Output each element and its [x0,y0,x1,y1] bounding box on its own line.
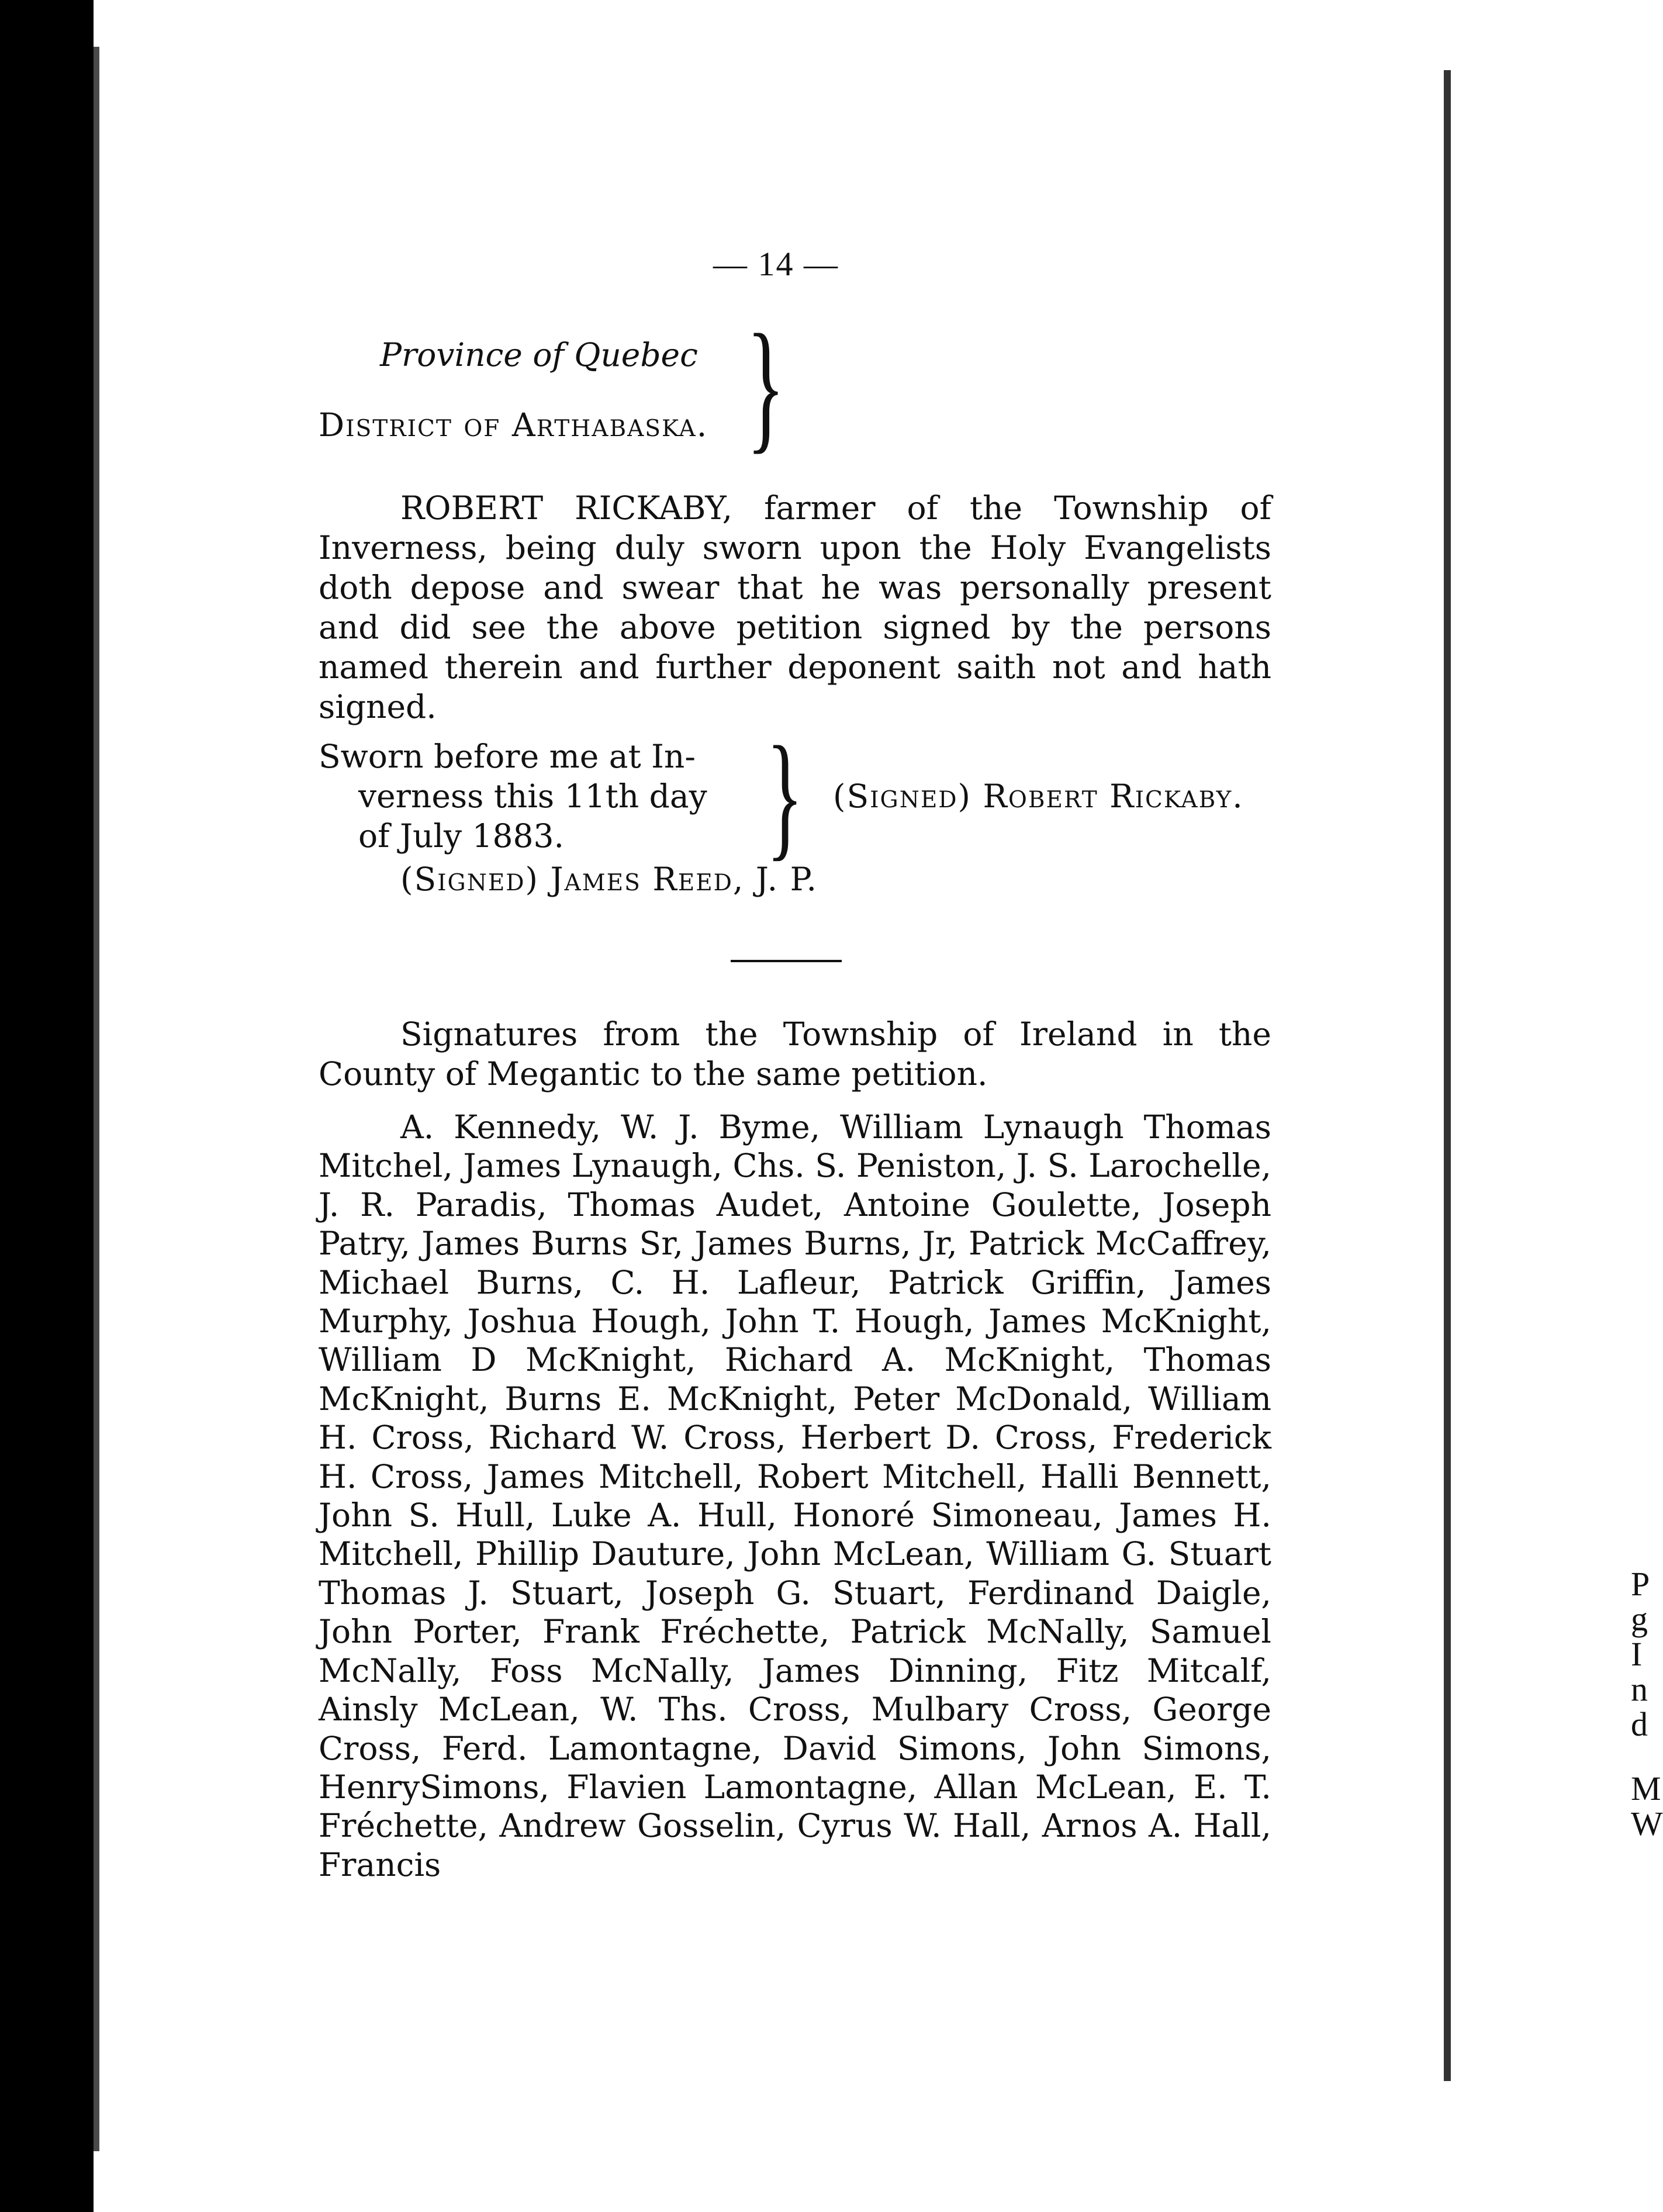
jurat-line: Sworn before me at In- [319,738,696,775]
scan-left-edge [0,0,94,2212]
venue-block [319,305,785,466]
fragment-letter: I [1631,1635,1643,1673]
fragment-gap [1631,1742,1654,1771]
fragment-letter: P [1631,1565,1650,1603]
venue-district: District of Arthabaska. [319,406,708,444]
fragment-letter: d [1631,1705,1648,1743]
jurat-line: verness this 11th day [358,777,707,815]
signatures-list: A. Kennedy, W. J. Byme, William Lynaugh Thomas Mitchel, James Lynaugh, Chs. S. Peniston, J. S. Larochelle, J. R. Paradis, Thomas Audet, Antoine Goulette, Joseph Patry, James Burns Sr, James Burns, Jr, Patrick McCaffrey, Michael Burns, C. H. Lafleur, Patrick Griffin, James Murphy, Joshua Hough, John T. Hough, James McKnight, William D McKnight, Richard A. McKnight, Thomas McKnight, Burns E. McKnight, Peter McDonald, William H. Cross, Richard W. Cross, Herbert D. Cross, Frederick H. Cross, James Mitchell, Robert Mitchell, Halli Bennett, John S. Hull, Luke A. Hull, Honoré Simoneau, James H. Mitchell, Phillip Dauture, John McLean, William G. Stuart Thomas J. Stuart, Joseph G. Stuart, Ferdinand Daigle, John Porter, Frank Fréchette, Patrick McNally, Samuel McNally, Foss McNally, James Dinning, Fitz Mitcalf, Ainsly McLean, W. Ths. Cross, Mulbary Cross, George Cross, Ferd. Lamontagne, David Simons, John Simons, HenrySimons, Flavien Lamontagne, Allan McLean, E. T. Fréchette, Andrew Gosselin, Cyrus W. Hall, Arnos A. Hall, Francis [319,1108,1271,1883]
jurat-block [319,717,1271,924]
fragment-letter: W [1631,1805,1663,1843]
facing-page [1451,0,1651,2212]
facing-page-fragments [1631,1565,1663,1843]
page-gutter [1444,70,1451,2081]
justice-signature: (Signed) James Reed, J. P. [400,860,818,898]
jurat-text [319,737,751,856]
page-binding-edge [94,47,99,2151]
deponent-signature: (Signed) Robert Rickaby. [833,777,1244,815]
affidavit-paragraph: ROBERT RICKABY, farmer of the Township of Inverness, being duly sworn upon the Holy Evangelists doth depose and swear that he was personally present and did see the above petition signed by the persons named therein and further deponent saith not and hath signed. [319,489,1271,725]
section-divider [731,960,842,962]
curly-brace-icon: } [766,717,804,873]
fragment-letter: M [1631,1769,1661,1807]
venue-province: Province of Quebec [380,336,698,374]
jurat-line: of July 1883. [358,817,565,855]
fragment-letter: g [1631,1600,1648,1638]
signatures-heading: Signatures from the Township of Ireland in the County of Megantic to the same petition. [319,1015,1271,1093]
curly-brace-icon: } [746,305,785,466]
page-number: — 14 — [713,245,839,283]
fragment-letter: n [1631,1670,1648,1708]
